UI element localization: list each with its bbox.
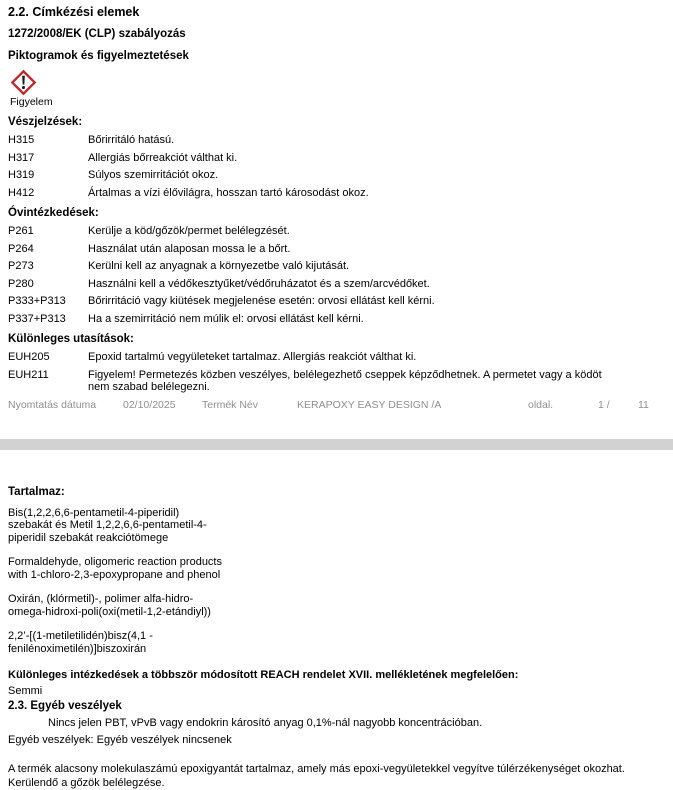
hazard-text: Ártalmas a vízi élővilágra, hosszan tartó károsodást okoz.: [88, 187, 369, 200]
section-2-2-title: 2.2. Címkézési elemek: [8, 6, 665, 19]
reach-annex-heading: Különleges intézkedések a többször módosított REACH rendelet XVII. mellékletének megfelelően:: [8, 669, 665, 682]
hazard-code: H317: [8, 152, 88, 165]
special-instruction-row: [8, 369, 665, 394]
substance-entry: [8, 556, 665, 581]
precaution-text: Használni kell a védőkesztyűket/védőruházatot és a szem/arcvédőket.: [88, 278, 430, 291]
hazard-text: Súlyos szemirritációt okoz.: [88, 169, 218, 182]
reach-annex-value: Semmi: [8, 685, 665, 698]
hazard-row: [8, 152, 665, 165]
page-total: 11: [638, 399, 649, 411]
substance-entry: [8, 593, 665, 618]
precaution-code: P264: [8, 243, 88, 256]
substance-line: omega-hidroxi-poli(oxi(metil-1,2-etándiyl)): [8, 606, 665, 619]
substance-line: Formaldehyde, oligomeric reaction products: [8, 556, 665, 569]
precaution-text: Bőrirritáció vagy kiütések megjelenése esetén: orvosi ellátást kell kérni.: [88, 295, 435, 308]
euh-code: EUH211: [8, 369, 88, 394]
precaution-row: [8, 313, 665, 326]
pbt-statement: Nincs jelen PBT, vPvB vagy endokrin károsító anyag 0,1%-nál nagyobb koncentrációban.: [8, 717, 665, 730]
substance-line: fenilénoximetilén)]biszoxirán: [8, 643, 665, 656]
substance-entry: [8, 507, 665, 545]
page-label: oldal.: [528, 399, 598, 411]
epoxy-resin-note: A termék alacsony molekulaszámú epoxigyantát tartalmaz, amely más epoxi-vegyületekkel vegyítve túlérzékenységet okozhat. Kerülendő a gőzök belélegzése.: [8, 762, 665, 790]
euh-text: Epoxid tartalmú vegyületeket tartalmaz. Allergiás reakciót válthat ki.: [88, 351, 416, 364]
hazard-statements-heading: Vészjelzések:: [8, 116, 665, 128]
precaution-row: [8, 225, 665, 238]
euh-code: EUH205: [8, 351, 88, 364]
section-2-3-title: 2.3. Egyéb veszélyek: [8, 700, 665, 713]
precaution-row: [8, 243, 665, 256]
clp-regulation-heading: 1272/2008/EK (CLP) szabályozás: [8, 28, 665, 40]
hazard-text: Allergiás bőrreakciót válthat ki.: [88, 152, 237, 165]
print-date-label: Nyomtatás dátuma: [8, 399, 123, 411]
precaution-code: P337+P313: [8, 313, 88, 326]
hazard-code: H319: [8, 169, 88, 182]
special-instructions-heading: Különleges utasítások:: [8, 333, 665, 345]
precaution-row: [8, 260, 665, 273]
substance-entry: [8, 630, 665, 655]
precautionary-statements-heading: Óvintézkedések:: [8, 207, 665, 219]
other-hazards-statement: Egyéb veszélyek: Egyéb veszélyek nincsenek: [8, 734, 665, 747]
ghs07-exclamation-icon: [10, 69, 37, 96]
precaution-text: Kerülni kell az anyagnak a környezetbe való kijutását.: [88, 260, 349, 273]
substance-line: Bis(1,2,2,6,6-pentametil-4-piperidil): [8, 507, 665, 520]
special-instruction-row: [8, 351, 665, 364]
page-footer: [8, 399, 665, 411]
pictograms-heading: Piktogramok és figyelmeztetések: [8, 50, 665, 62]
substance-line: 2,2’-[(1-metiletilidén)bisz(4,1 -: [8, 630, 665, 643]
hazard-text: Bőrirritáló hatású.: [88, 134, 174, 147]
precaution-row: [8, 295, 665, 308]
product-name-value: KERAPOXY EASY DESIGN /A: [297, 399, 528, 411]
page-break-separator: [0, 439, 673, 450]
euh-text: Figyelem! Permetezés közben veszélyes, belélegezhető cseppek képződhetnek. A permetet vagy a ködöt nem szabad belélegezni.: [88, 369, 612, 394]
hazard-row: [8, 134, 665, 147]
precaution-code: P333+P313: [8, 295, 88, 308]
precaution-code: P261: [8, 225, 88, 238]
substance-line: with 1-chloro-2,3-epoxypropane and phenol: [8, 569, 665, 582]
sds-page-2: [0, 450, 673, 790]
hazard-code: H315: [8, 134, 88, 147]
precaution-text: Ha a szemirritáció nem múlik el: orvosi ellátást kell kérni.: [88, 313, 364, 326]
precaution-row: [8, 278, 665, 291]
signal-word: Figyelem: [10, 97, 665, 108]
precaution-code: P273: [8, 260, 88, 273]
precaution-text: Kerülje a köd/gőzök/permet belélegzését.: [88, 225, 290, 238]
substance-line: Oxirán, (klórmetil)-, polimer alfa-hidro-: [8, 593, 665, 606]
precaution-text: Használat után alaposan mossa le a bőrt.: [88, 243, 290, 256]
precaution-code: P280: [8, 278, 88, 291]
hazard-code: H412: [8, 187, 88, 200]
substance-line: szebakát és Metil 1,2,2,6,6-pentametil-4-: [8, 519, 665, 532]
page-current: 1 /: [598, 399, 638, 411]
print-date-value: 02/10/2025: [123, 399, 202, 411]
hazard-row: [8, 169, 665, 182]
substance-line: piperidil szebakát reakciótömege: [8, 532, 665, 545]
hazard-row: [8, 187, 665, 200]
ghs-pictogram-block: [10, 69, 665, 108]
contains-heading: Tartalmaz:: [8, 486, 665, 498]
product-name-label: Termék Név: [202, 399, 297, 411]
